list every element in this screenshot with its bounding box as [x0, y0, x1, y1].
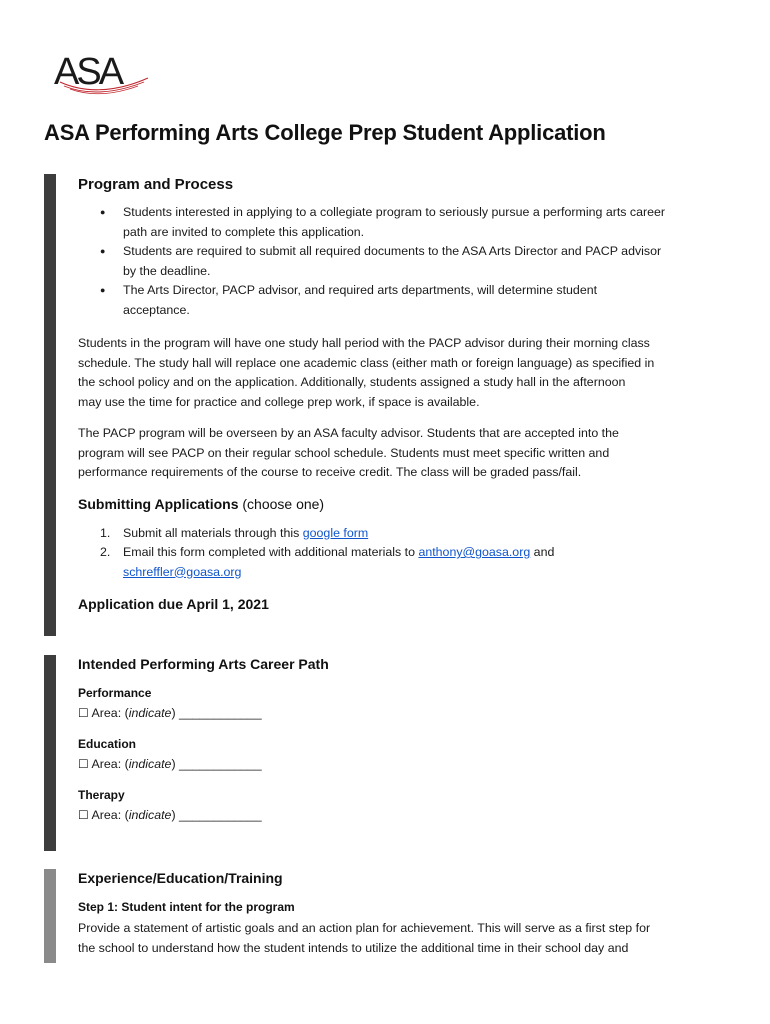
group-label: Therapy — [78, 788, 125, 802]
career-group-therapy — [78, 788, 734, 825]
list-item: 1. Submit all materials through this google form — [100, 525, 369, 540]
program-heading: Program and Process — [78, 176, 234, 193]
due-date: Application due April 1, 2021 — [78, 596, 269, 612]
submitting-steps — [78, 524, 734, 583]
experience-heading: Experience/Education/Training — [78, 870, 283, 886]
career-section — [44, 655, 734, 851]
list-item: 2. Email this form completed with additional materials to anthony@goasa.org and schreffler@goasa.org — [100, 545, 555, 579]
section-bar — [44, 869, 56, 963]
anthony-email-link[interactable]: anthony@goasa.org — [418, 545, 531, 559]
section-bar — [44, 174, 56, 636]
checkbox-icon[interactable]: ☐ — [78, 757, 89, 771]
svg-text:ASA: ASA — [54, 51, 122, 93]
program-paragraph-1: Students in the program will have one study hall period with the PACP advisor during their morning class schedule. The study hall will replace one academic class (either math or foreign language) as specified in the school policy and on the application. Additionally, students assigned a study hall in the afternoon may use the time for practice and college prep work, if space is available. — [78, 336, 655, 409]
submitting-heading: Submitting Applications (choose one) — [78, 495, 325, 512]
career-group-performance — [78, 686, 734, 723]
list-item: ● Students are required to submit all required documents to the ASA Arts Director and PACP advisor by the deadline. — [78, 242, 734, 281]
program-bullets — [78, 203, 734, 320]
list-item: ● Students interested in applying to a collegiate program to seriously pursue a performing arts career path are invited to complete this application. — [78, 203, 734, 242]
list-item: ● The Arts Director, PACP advisor, and required arts departments, will determine student acceptance. — [78, 281, 734, 320]
career-group-education — [78, 737, 734, 774]
area-checkbox[interactable]: ☐ Area: (indicate) ____________ — [78, 808, 262, 822]
area-checkbox[interactable]: ☐ Area: (indicate) ____________ — [78, 706, 262, 720]
google-form-link[interactable]: google form — [302, 525, 369, 540]
page-title: ASA Performing Arts College Prep Student Application — [44, 120, 606, 145]
group-label: Performance — [78, 686, 152, 700]
program-section — [44, 174, 734, 636]
checkbox-icon[interactable]: ☐ — [78, 808, 89, 822]
section-bar — [44, 655, 56, 851]
career-heading: Intended Performing Arts Career Path — [78, 656, 329, 672]
experience-section — [44, 869, 734, 963]
step-label: Step 1: Student intent for the program — [78, 900, 295, 914]
experience-text: Provide a statement of artistic goals and an action plan for achievement. This will serve as a first step for the school to understand how the student intends to utilize the additional time in their school day and — [78, 921, 651, 955]
checkbox-icon[interactable]: ☐ — [78, 706, 89, 720]
program-paragraph-2: The PACP program will be overseen by an ASA faculty advisor. Students that are accepted into the program will see PACP on their regular school schedule. Students must meet specific written and performance requirements of the course to receive credit. The class will be graded pass/fail. — [78, 426, 619, 479]
area-checkbox[interactable]: ☐ Area: (indicate) ____________ — [78, 757, 262, 771]
group-label: Education — [78, 737, 137, 751]
schreffler-email-link[interactable]: schreffler@goasa.org — [123, 564, 242, 579]
asa-logo — [52, 48, 152, 98]
